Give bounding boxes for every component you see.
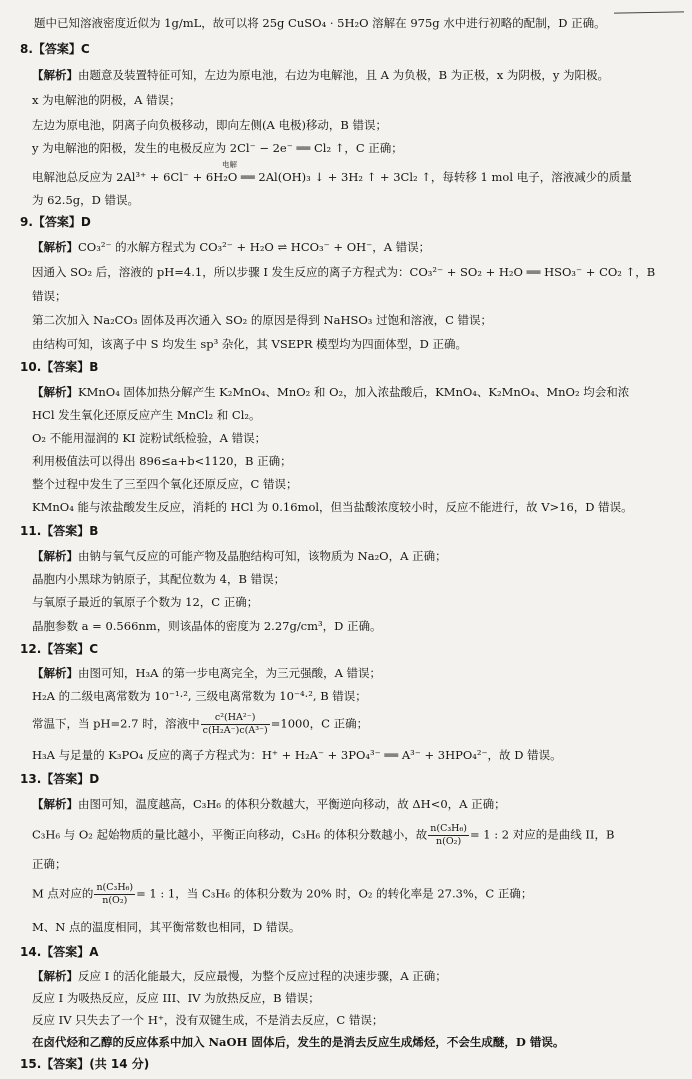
q13a-numerator: n(C₃H₆) bbox=[430, 823, 467, 834]
text-line: 为 62.5g，D 错误。 bbox=[32, 193, 139, 207]
text-line: x 为电解池的阴极，A 错误； bbox=[32, 93, 181, 107]
q12-after: =1000，C 正确； bbox=[270, 716, 369, 731]
text-line: KMnO₄ 能与浓盐酸发生反应，消耗的 HCl 为 0.16mol，但当盐酸浓度较小时，反应不能进行，故 V>16，D 错误。 bbox=[32, 500, 633, 514]
answer-heading: 14.【答案】A bbox=[20, 945, 99, 959]
text-line: 反应 IV 只失去了一个 H⁺，没有双键生成，不是消去反应，C 错误； bbox=[32, 1013, 384, 1027]
q13a-after: = 1 : 2 对应的是曲线 II，B bbox=[469, 827, 615, 842]
q13b-numerator: n(C₃H₆) bbox=[96, 882, 134, 893]
q13-fraction-line-3 bbox=[32, 882, 532, 907]
q12-before: 常温下，当 pH=2.7 时，溶液中 bbox=[32, 716, 200, 731]
q13b-after: = 1 : 1，当 C₃H₆ 的体积分数为 20% 时，O₂ 的转化率是 27.3%，C 正确； bbox=[136, 886, 533, 901]
analysis-label: 【解析】 bbox=[32, 666, 78, 680]
text-line: 由结构可知，该离子中 S 均发生 sp³ 杂化，其 VSEPR 模型均为四面体型，D 正确。 bbox=[32, 337, 468, 351]
q12-fraction-line bbox=[32, 712, 368, 737]
text-line: 反应 I 为吸热反应，反应 III、IV 为放热反应，B 错误； bbox=[32, 991, 320, 1005]
answer-heading: 13.【答案】D bbox=[20, 772, 100, 786]
text-line: 【解析】反应 I 的活化能最大，反应最慢，为整个反应过程的决速步骤，A 正确； bbox=[32, 969, 447, 983]
text-line: 利用极值法可以得出 896≤a+b<1120，B 正确； bbox=[32, 454, 292, 468]
text-line: 题中已知溶液密度近似为 1g/mL，故可以将 25g CuSO₄ · 5H₂O 溶解在 975g 水中进行初略的配制，D 正确。 bbox=[34, 16, 606, 30]
text-line: 左边为原电池，阴离子向负极移动，即向左侧(A 电极)移动，B 错误； bbox=[32, 118, 388, 132]
text-line: 在卤代烃和乙醇的反应体系中加入 NaOH 固体后，发生的是消去反应生成烯烃，不会生成醚，D 错误。 bbox=[32, 1035, 565, 1049]
analysis-label: 【解析】 bbox=[32, 797, 78, 811]
text-line: 【解析】由题意及装置特征可知，左边为原电池，右边为电解池，且 A 为负极，B 为正极，x 为阴极，y 为阳极。 bbox=[32, 68, 610, 82]
answer-heading: 9.【答案】D bbox=[20, 215, 91, 229]
text-line: 【解析】KMnO₄ 固体加热分解产生 K₂MnO₄、MnO₂ 和 O₂，加入浓盐酸后，KMnO₄、K₂MnO₄、MnO₂ 均会和浓 bbox=[32, 385, 630, 399]
text-line: 整个过程中发生了三至四个氧化还原反应，C 错误； bbox=[32, 477, 298, 491]
text-line: 正确； bbox=[32, 857, 67, 871]
answer-heading: 15.【答案】(共 14 分) bbox=[20, 1057, 150, 1071]
analysis-label: 【解析】 bbox=[32, 240, 78, 254]
text-line: 因通入 SO₂ 后，溶液的 pH=4.1，所以步骤 I 发生反应的离子方程式为：CO₃²⁻ + SO₂ + H₂O ══ HSO₃⁻ + CO₂ ↑，B bbox=[32, 265, 656, 279]
answer-heading: 8.【答案】C bbox=[20, 42, 90, 56]
analysis-label: 【解析】 bbox=[32, 969, 78, 983]
text-line: y 为电解池的阳极，发生的电极反应为 2Cl⁻ − 2e⁻ ══ Cl₂ ↑，C 正确； bbox=[32, 141, 403, 155]
text-line: 【解析】由钠与氧气反应的可能产物及晶胞结构可知，该物质为 Na₂O，A 正确； bbox=[32, 549, 447, 563]
text-line: 晶胞内小黑球为钠原子，其配位数为 4，B 错误； bbox=[32, 572, 286, 586]
text-line: 错误； bbox=[32, 289, 67, 303]
answer-heading: 10.【答案】B bbox=[20, 360, 99, 374]
text-line: 第二次加入 Na₂CO₃ 固体及再次通入 SO₂ 的原因是得到 NaHSO₃ 过饱和溶液，C 错误； bbox=[32, 313, 493, 327]
q12-denominator: c(H₂A⁻)c(A³⁻) bbox=[202, 725, 268, 736]
q13-fraction-line-1 bbox=[32, 823, 614, 848]
text-line: HCl 发生氧化还原反应产生 MnCl₂ 和 Cl₂。 bbox=[32, 408, 261, 422]
electrolysis-condition-label: 电解 bbox=[222, 160, 237, 169]
text-line: H₃A 与足量的 K₃PO₄ 反应的离子方程式为：H⁺ + H₂A⁻ + 3PO₄³⁻ ══ A³⁻ + 3HPO₄²⁻，故 D 错误。 bbox=[32, 748, 562, 762]
text-line: 晶胞参数 a = 0.566nm，则该晶体的密度为 2.27g/cm³，D 正确。 bbox=[32, 619, 382, 633]
q12-fraction bbox=[201, 712, 270, 737]
text-line: O₂ 不能用湿润的 KI 淀粉试纸检验，A 错误； bbox=[32, 431, 267, 445]
q12-numerator: c²(HA²⁻) bbox=[201, 712, 270, 725]
q13a-denominator: n(O₂) bbox=[436, 836, 462, 847]
analysis-label: 【解析】 bbox=[32, 549, 78, 563]
q13a-fraction bbox=[428, 823, 469, 848]
q13b-before: M 点对应的 bbox=[32, 886, 94, 901]
text-line: 【解析】由图可知，H₃A 的第一步电离完全，为三元强酸，A 错误； bbox=[32, 666, 382, 680]
q13a-before: C₃H₆ 与 O₂ 起始物质的量比越小，平衡正向移动，C₃H₆ 的体积分数越小，故 bbox=[32, 827, 428, 842]
answer-heading: 12.【答案】C bbox=[20, 642, 99, 656]
analysis-label: 【解析】 bbox=[32, 68, 78, 82]
analysis-label: 【解析】 bbox=[32, 385, 78, 399]
text-line: 电解池总反应为 2Al³⁺ + 6Cl⁻ + 6H₂O ══ 2Al(OH)₃ ↓ + 3H₂ ↑ + 3Cl₂ ↑，每转移 1 mol 电子，溶液减少的质量 bbox=[32, 170, 632, 184]
text-line: 与氧原子最近的氧原子个数为 12，C 正确； bbox=[32, 595, 259, 609]
answer-heading: 11.【答案】B bbox=[20, 524, 99, 538]
text-line: 【解析】由图可知，温度越高，C₃H₆ 的体积分数越大，平衡逆向移动，故 ΔH<0，A 正确； bbox=[32, 797, 506, 811]
text-line: 【解析】CO₃²⁻ 的水解方程式为 CO₃²⁻ + H₂O ⇌ HCO₃⁻ + OH⁻，A 错误； bbox=[32, 240, 431, 254]
text-line: M、N 点的温度相同，其平衡常数也相同，D 错误。 bbox=[32, 920, 301, 934]
q13b-fraction bbox=[94, 882, 135, 907]
top-rule bbox=[614, 11, 684, 13]
q13b-denominator: n(O₂) bbox=[102, 895, 128, 906]
text-line: H₂A 的二级电离常数为 10⁻¹·², 三级电离常数为 10⁻⁴·², B 错误； bbox=[32, 689, 367, 703]
